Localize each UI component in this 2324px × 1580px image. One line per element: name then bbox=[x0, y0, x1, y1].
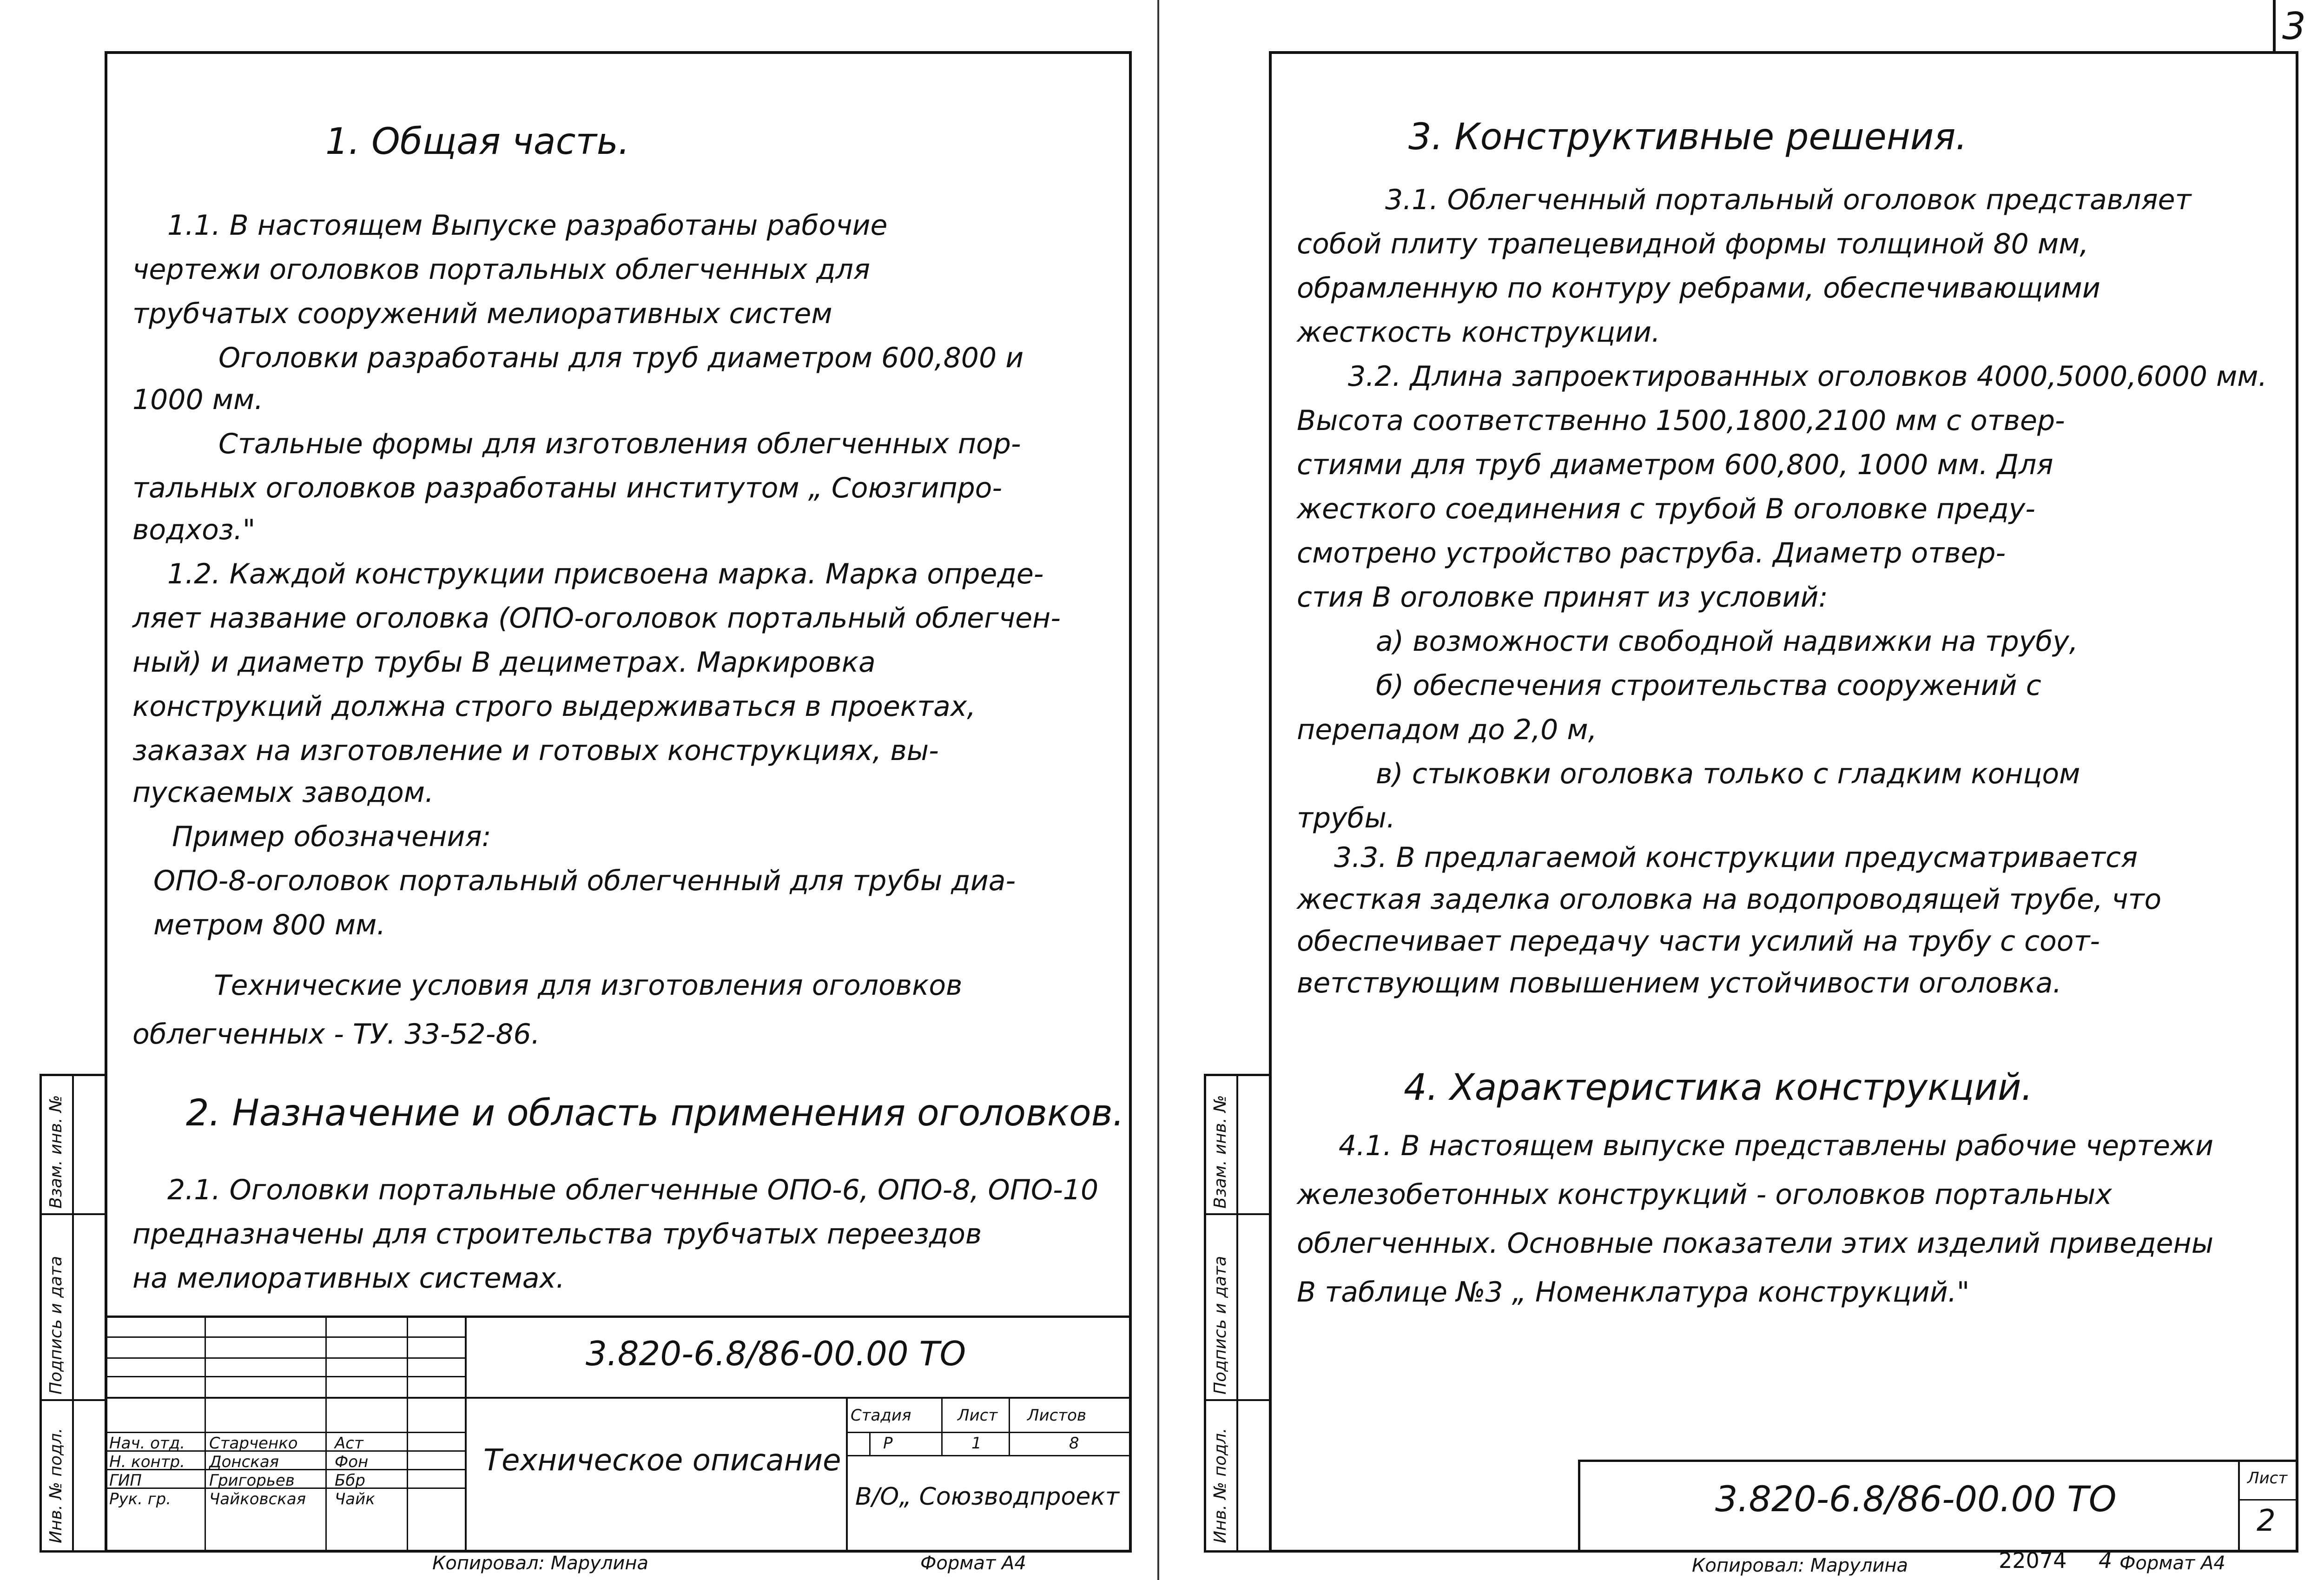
copied-by: Копировал: Марулина bbox=[1692, 1555, 1908, 1576]
sheet-header: Лист bbox=[2247, 1469, 2288, 1487]
sheet-value: 1 bbox=[971, 1434, 982, 1453]
side-label-sign: Подпись и дата bbox=[46, 1256, 66, 1395]
text-line: Пример обозначения: bbox=[172, 820, 491, 853]
text-line: водхоз." bbox=[132, 514, 256, 546]
text-line: железобетонных конструкций - оголовков портальных bbox=[1297, 1178, 2112, 1211]
page-divider bbox=[1157, 0, 1159, 1580]
sheet-value: 2 bbox=[2257, 1504, 2276, 1538]
text-line: чертежи оголовков портальных облегченных для bbox=[132, 253, 871, 286]
text-line: Оголовки разработаны для труб диаметром 600,800 и bbox=[218, 342, 1024, 374]
text-line: тальных оголовков разработаны институтом „ Союзгипро- bbox=[132, 472, 1003, 504]
text-line: трубы. bbox=[1297, 802, 1395, 834]
text-line: облегченных - ТУ. 33-52-86. bbox=[132, 1018, 540, 1051]
text-line: ветствующим повышением устойчивости оголовка. bbox=[1297, 967, 2062, 999]
side-label-inv: Инв. № подл. bbox=[46, 1428, 66, 1543]
text-line: на мелиоративных системах. bbox=[132, 1262, 565, 1295]
text-line: пускаемых заводом. bbox=[132, 776, 434, 809]
text-line: предназначены для строительства трубчатых переездов bbox=[132, 1218, 982, 1250]
person-name: Чайковская bbox=[209, 1490, 306, 1508]
section2-title: 2. Назначение и область применения оголовков. bbox=[186, 1092, 1124, 1134]
format-label: Формат А4 bbox=[920, 1553, 1026, 1574]
person-name: Григорьев bbox=[209, 1471, 295, 1490]
text-line: б) обеспечения строительства сооружений с bbox=[1376, 669, 2041, 702]
text-line: 3.1. Облегченный портальный оголовок представляет bbox=[1385, 184, 2192, 216]
text-line: а) возможности свободной надвижки на трубу, bbox=[1376, 625, 2078, 658]
corner-sheet-number: 3 bbox=[2282, 5, 2306, 48]
text-line: 4.1. В настоящем выпуске представлены рабочие чертежи bbox=[1339, 1130, 2214, 1162]
text-line: Технические условия для изготовления оголовков bbox=[214, 969, 963, 1002]
role: ГИП bbox=[109, 1471, 142, 1490]
stage-header: Стадия bbox=[851, 1406, 911, 1425]
role: Нач. отд. bbox=[109, 1434, 185, 1453]
text-line: стиями для труб диаметром 600,800, 1000 мм. Для bbox=[1297, 449, 2053, 481]
text-line: ный) и диаметр трубы В дециметрах. Маркировка bbox=[132, 646, 876, 679]
text-line: Высота соответственно 1500,1800,2100 мм с отвер- bbox=[1297, 404, 2065, 437]
text-line: обрамленную по контуру ребрами, обеспечивающими bbox=[1297, 272, 2100, 304]
section1-title: 1. Общая часть. bbox=[325, 121, 630, 163]
signature: Чайк bbox=[335, 1490, 375, 1508]
format-number: 4 bbox=[2099, 1548, 2113, 1573]
format-label: Формат А4 bbox=[2119, 1553, 2225, 1574]
text-line: 3.2. Длина запроектированных оголовков 4000,5000,6000 мм. bbox=[1348, 360, 2267, 393]
text-line: жесткость конструкции. bbox=[1297, 316, 1661, 349]
side-label-sign: Подпись и дата bbox=[1211, 1256, 1230, 1395]
sheet-header: Лист bbox=[957, 1406, 998, 1425]
text-line: жесткого соединения с трубой В оголовке преду- bbox=[1297, 493, 2035, 525]
side-label-inv: Инв. № подл. bbox=[1211, 1428, 1230, 1543]
text-line: 2.1. Оголовки портальные облегченные ОПО-6, ОПО-8, ОПО-10 bbox=[167, 1174, 1099, 1206]
text-line: перепадом до 2,0 м, bbox=[1297, 714, 1597, 746]
text-line: стия В оголовке принят из условий: bbox=[1297, 581, 1828, 614]
sheets-header: Листов bbox=[1027, 1406, 1087, 1425]
signature: Ббр bbox=[335, 1471, 365, 1490]
text-line: облегченных. Основные показатели этих изделий приведены bbox=[1297, 1227, 2214, 1260]
role: Рук. гр. bbox=[109, 1490, 172, 1508]
section3-title: 3. Конструктивные решения. bbox=[1408, 116, 1967, 158]
text-line: ляет название оголовка (ОПО-оголовок портальный облегчен- bbox=[132, 602, 1061, 635]
text-line: в) стыковки оголовка только с гладким концом bbox=[1376, 758, 2080, 790]
text-line: 1.1. В настоящем Выпуске разработаны рабочие bbox=[167, 209, 888, 242]
doc-code: 3.820-6.8/86-00.00 ТО bbox=[1715, 1478, 2117, 1520]
side-label-replace: Взам. инв. № bbox=[46, 1095, 66, 1209]
text-line: трубчатых сооружений мелиоративных систем bbox=[132, 297, 832, 330]
text-line: собой плиту трапецевидной формы толщиной 80 мм, bbox=[1297, 228, 2089, 260]
stage-value: Р bbox=[883, 1434, 893, 1453]
sheets-value: 8 bbox=[1069, 1434, 1079, 1453]
person-name: Донская bbox=[209, 1453, 279, 1471]
text-line: В таблице №3 „ Номенклатура конструкций." bbox=[1297, 1276, 1970, 1309]
text-line: 1.2. Каждой конструкции присвоена марка. Марка опреде- bbox=[167, 558, 1044, 590]
text-line: 3.3. В предлагаемой конструкции предусматривается bbox=[1334, 841, 2138, 874]
signature: Фон bbox=[335, 1453, 369, 1471]
text-line: метром 800 мм. bbox=[153, 909, 386, 941]
organization: В/О„ Союзводпроект bbox=[855, 1483, 1120, 1511]
text-line: 1000 мм. bbox=[132, 383, 264, 416]
doc-title: Техническое описание bbox=[483, 1443, 841, 1478]
person-name: Старченко bbox=[209, 1434, 298, 1453]
side-label-replace: Взам. инв. № bbox=[1211, 1095, 1230, 1209]
text-line: конструкций должна строго выдерживаться в проектах, bbox=[132, 690, 976, 723]
order-number: 22074 bbox=[1999, 1548, 2067, 1573]
role: Н. контр. bbox=[109, 1453, 185, 1471]
text-line: жесткая заделка оголовка на водопроводящей трубе, что bbox=[1297, 883, 2162, 916]
copied-by: Копировал: Марулина bbox=[432, 1553, 649, 1574]
doc-code: 3.820-6.8/86-00.00 ТО bbox=[586, 1334, 966, 1373]
text-line: Стальные формы для изготовления облегченных пор- bbox=[218, 428, 1021, 460]
text-line: ОПО-8-оголовок портальный облегченный для трубы диа- bbox=[153, 865, 1016, 897]
signature: Аст bbox=[335, 1434, 363, 1453]
text-line: обеспечивает передачу части усилий на трубу с соот- bbox=[1297, 925, 2100, 958]
text-line: смотрено устройство раструба. Диаметр отвер- bbox=[1297, 537, 2006, 569]
section4-title: 4. Характеристика конструкций. bbox=[1404, 1067, 2033, 1109]
text-line: заказах на изготовление и готовых конструкциях, вы- bbox=[132, 734, 939, 767]
